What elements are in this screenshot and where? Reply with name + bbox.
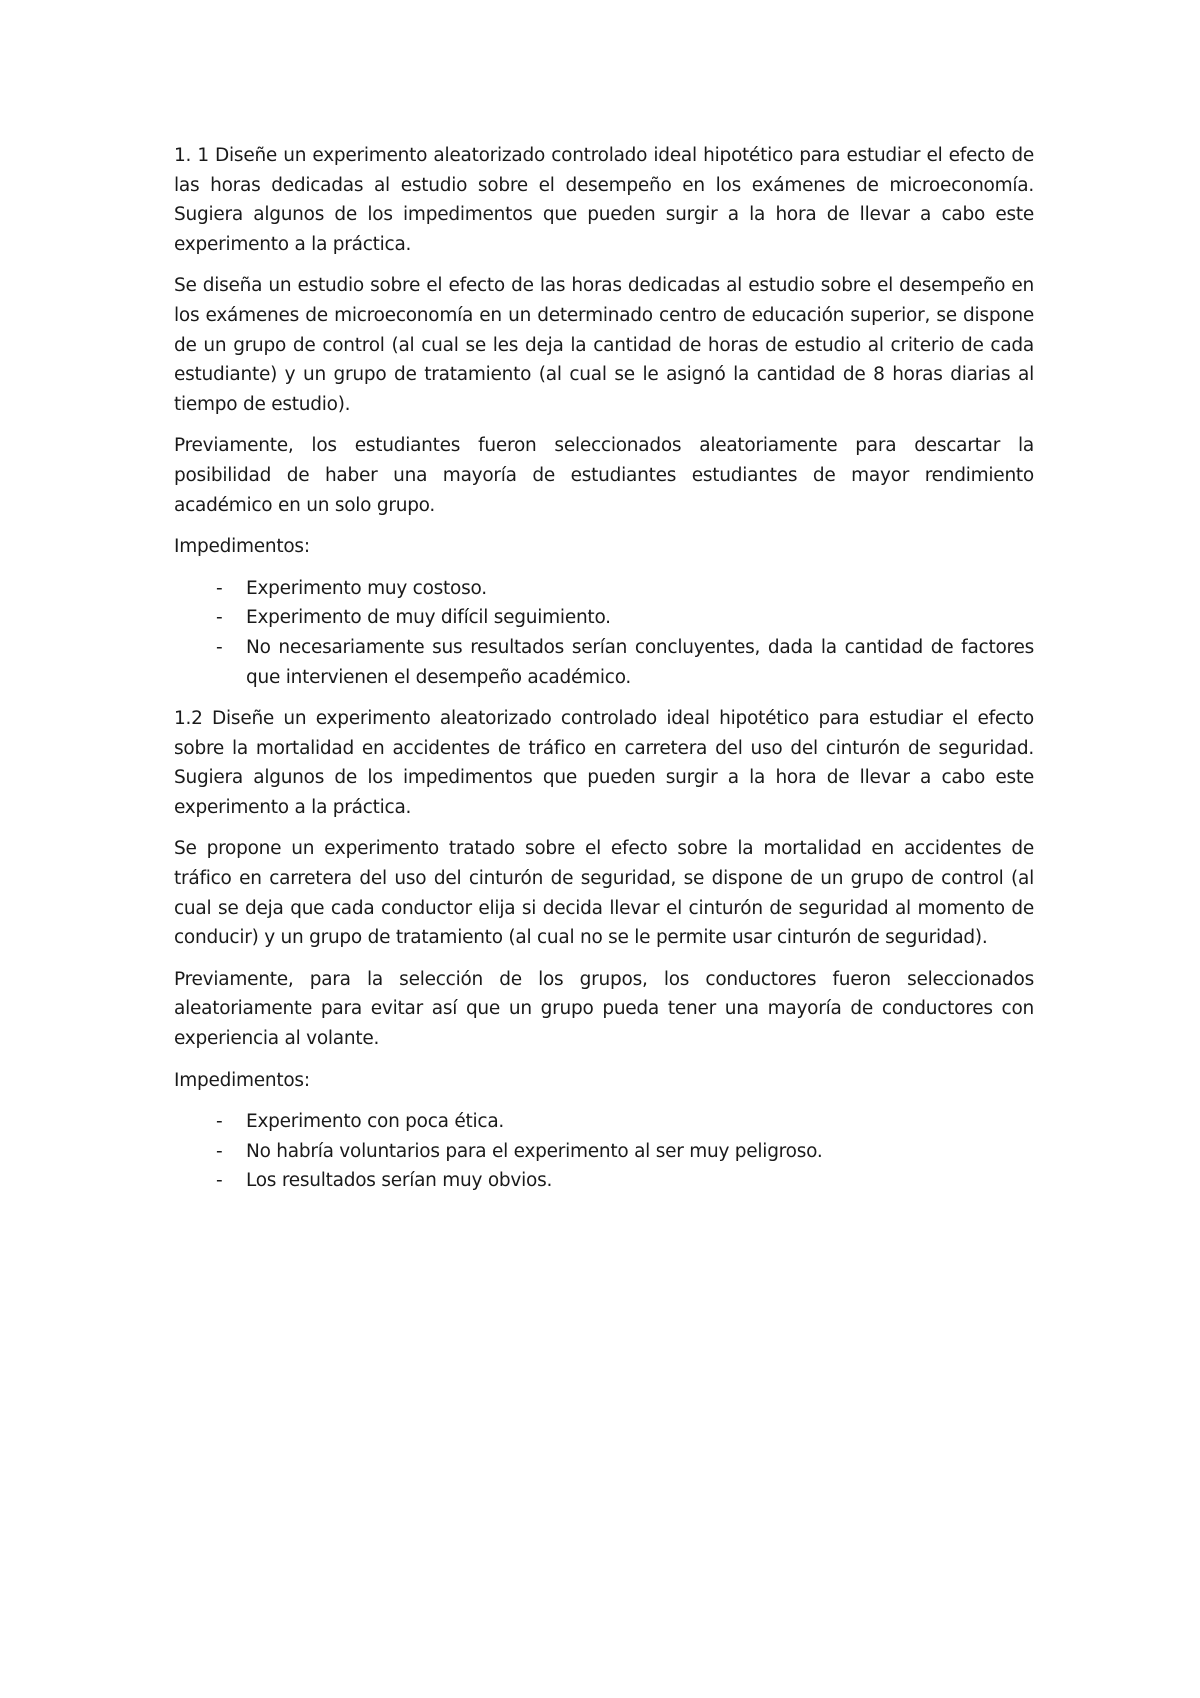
answer-1-1-randomization: Previamente, los estudiantes fueron seleccionados aleatoriamente para descartar la posibilidad de haber una mayoría de estudiantes estudiantes de mayor rendimiento académico en un solo grupo. [174, 435, 1034, 516]
list-item [174, 1107, 1034, 1137]
list-item-text: Experimento de muy difícil seguimiento. [246, 607, 611, 629]
list-item [174, 633, 1034, 692]
dash-bullet: - [216, 1140, 223, 1162]
list-item-text: Experimento muy costoso. [246, 577, 487, 599]
impediments-heading-1-2: Impedimentos: [174, 1069, 310, 1091]
list-item-text: Experimento con poca ética. [246, 1111, 505, 1133]
dash-bullet: - [216, 577, 223, 599]
question-1-1: 1. 1 Diseñe un experimento aleatorizado controlado ideal hipotético para estudiar el efecto de las horas dedicadas al estudio sobre el desempeño en los exámenes de microeconomía. Sugiera algunos de los impedimentos que pueden surgir a la hora de llevar a cabo este experimento a la práctica. [174, 145, 1034, 255]
list-item-text: No habría voluntarios para el experimento al ser muy peligroso. [246, 1140, 823, 1162]
answer-1-1-design: Se diseña un estudio sobre el efecto de las horas dedicadas al estudio sobre el desempeño en los exámenes de microeconomía en un determinado centro de educación superior, se dispone de un grupo de control (al cual se les deja la cantidad de horas de estudio al criterio de cada estudiante) y un grupo de tratamiento (al cual se le asignó la cantidad de 8 horas diarias al tiempo de estudio). [174, 275, 1034, 415]
document-page [174, 141, 1034, 1208]
dash-bullet: - [216, 1111, 223, 1133]
list-item [174, 1166, 1034, 1196]
impediments-list-1-2 [174, 1107, 1034, 1196]
list-item-text: No necesariamente sus resultados serían concluyentes, dada la cantidad de factores que intervienen el desempeño académico. [246, 636, 1034, 688]
impediments-list-1-1 [174, 574, 1034, 692]
dash-bullet: - [216, 636, 223, 658]
answer-1-2-randomization: Previamente, para la selección de los grupos, los conductores fueron seleccionados aleatoriamente para evitar así que un grupo pueda tener una mayoría de conductores con experiencia al volante. [174, 968, 1034, 1050]
dash-bullet: - [216, 1170, 223, 1192]
dash-bullet: - [216, 607, 223, 629]
list-item [174, 1137, 1034, 1167]
question-1-2: 1.2 Diseñe un experimento aleatorizado controlado ideal hipotético para estudiar el efecto sobre la mortalidad en accidentes de tráfico en carretera del uso del cinturón de seguridad. Sugiera algunos de los impedimentos que pueden surgir a la hora de llevar a cabo este experimento a la práctica. [174, 708, 1034, 818]
impediments-heading-1-1: Impedimentos: [174, 536, 310, 558]
answer-1-2-design: Se propone un experimento tratado sobre el efecto sobre la mortalidad en accidentes de tráfico en carretera del uso del cinturón de seguridad, se dispone de un grupo de control (al cual se deja que cada conductor elija si decida llevar el cinturón de seguridad al momento de conducir) y un grupo de tratamiento (al cual no se le permite usar cinturón de seguridad). [174, 838, 1034, 949]
list-item-text: Los resultados serían muy obvios. [246, 1170, 553, 1192]
list-item [174, 603, 1034, 633]
list-item [174, 574, 1034, 604]
